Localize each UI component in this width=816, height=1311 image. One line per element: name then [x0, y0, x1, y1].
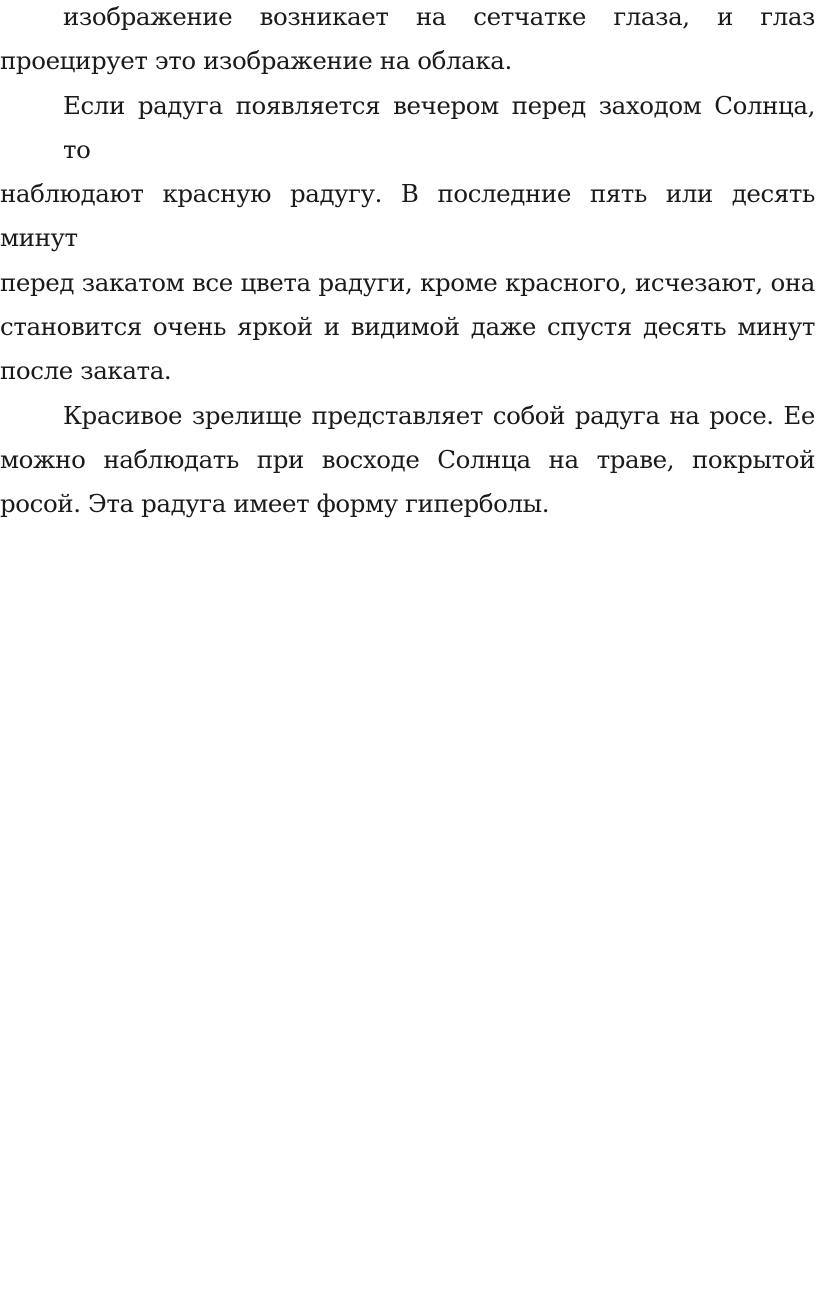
text-line: росой. Эта радуга имеет форму гиперболы.	[0, 489, 550, 519]
text-line: после заката.	[0, 356, 172, 386]
paragraph-3	[0, 394, 815, 527]
text-line: становится очень яркой и видимой даже спустя десять минут	[0, 312, 815, 342]
body-text	[0, 0, 815, 527]
text-line: Если радуга появляется вечером перед заходом Солнца, то	[63, 90, 815, 164]
text-line: проецирует это изображение на облака.	[0, 46, 512, 76]
text-line: перед закатом все цвета радуги, кроме красного, исчезают, она	[0, 267, 815, 297]
paragraph-1	[0, 0, 815, 84]
text-line: Красивое зрелище представляет собой радуга на росе. Ее	[63, 400, 815, 430]
text-line: наблюдают красную радугу. В последние пять или десять минут	[0, 179, 815, 253]
text-line: можно наблюдать при восходе Солнца на траве, покрытой	[0, 444, 815, 474]
paragraph-2	[0, 84, 815, 394]
text-line: изображение возникает на сетчатке глаза, и глаз	[63, 2, 815, 31]
